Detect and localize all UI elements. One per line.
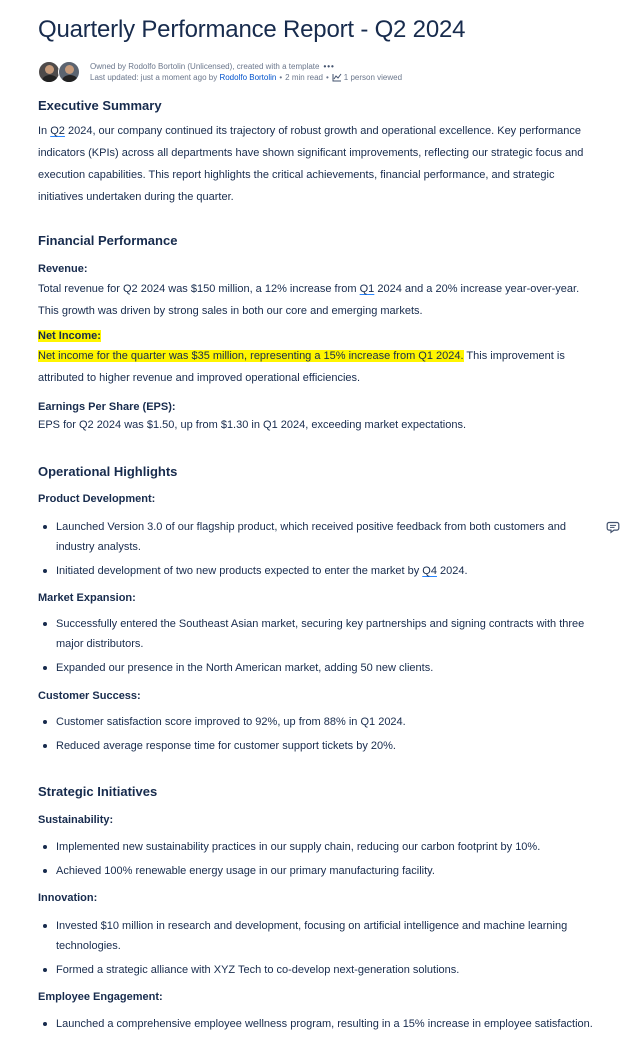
product-development-label: Product Development: xyxy=(38,493,156,505)
employee-engagement-list xyxy=(38,1014,598,1038)
market-expansion-list xyxy=(38,614,598,682)
strategic-initiatives-heading: Strategic Initiatives xyxy=(38,784,158,799)
list-item: Invested $10 million in research and development, focusing on artificial intelligence and machine learning technologies. xyxy=(38,916,598,956)
page-metadata: Owned by Rodolfo Bortolin (Unlicensed), created with a template ••• Last updated: just a moment ago by Rodolfo Bortolin • 2 min read • 1 person viewed xyxy=(90,62,403,82)
sustainability-list xyxy=(38,837,598,885)
eps-paragraph: EPS for Q2 2024 was $1.50, up from $1.30 in Q1 2024, exceeding market expectations. xyxy=(38,419,467,431)
customer-success-list xyxy=(38,712,598,760)
net-income-paragraph: Net income for the quarter was $35 million, representing a 15% increase from Q1 2024. This improvement is attributed to higher revenue and improved operational efficiencies. xyxy=(38,350,565,384)
innovation-list xyxy=(38,916,598,984)
highlighted-text[interactable]: Net income for the quarter was $35 million, representing a 15% increase from Q1 2024. xyxy=(38,350,464,362)
page-title: Quarterly Performance Report - Q2 2024 xyxy=(38,16,466,43)
product-development-list xyxy=(38,517,598,585)
market-expansion-label: Market Expansion: xyxy=(38,592,136,604)
executive-summary-heading: Executive Summary xyxy=(38,98,162,113)
avatar[interactable] xyxy=(38,61,60,83)
sustainability-label: Sustainability: xyxy=(38,814,114,826)
comment-icon[interactable] xyxy=(606,520,620,539)
employee-engagement-label: Employee Engagement: xyxy=(38,991,163,1003)
list-item: Formed a strategic alliance with XYZ Tech to co-develop next-generation solutions. xyxy=(38,960,598,980)
more-actions-button[interactable]: ••• xyxy=(323,62,335,71)
list-item: Reduced average response time for customer support tickets by 20%. xyxy=(38,736,598,756)
net-income-label: Net Income: xyxy=(38,330,101,342)
list-item: Successfully entered the Southeast Asian market, securing key partnerships and signing contracts with three major distributors. xyxy=(38,614,598,654)
chart-line-icon xyxy=(332,73,342,82)
inline-comment-link[interactable]: Q2 xyxy=(50,125,65,137)
list-item: Launched Version 3.0 of our flagship product, which received positive feedback from both customers and industry analysts. xyxy=(38,517,598,557)
read-time: 2 min read xyxy=(285,73,323,82)
revenue-label: Revenue: xyxy=(38,263,88,275)
views-count: 1 person viewed xyxy=(343,73,403,82)
list-item: Launched a comprehensive employee wellness program, resulting in a 15% increase in employee satisfaction. xyxy=(38,1014,598,1034)
operational-highlights-heading: Operational Highlights xyxy=(38,464,178,479)
list-item: Implemented new sustainability practices in our supply chain, reducing our carbon footprint by 10%. xyxy=(38,837,598,857)
revenue-paragraph: Total revenue for Q2 2024 was $150 million, a 12% increase from Q1 2024 and a 20% increase year-over-year. This growth was driven by strong sales in both our core and emerging markets. xyxy=(38,283,580,317)
avatar-group[interactable] xyxy=(38,61,86,83)
customer-success-label: Customer Success: xyxy=(38,690,141,702)
eps-label: Earnings Per Share (EPS): xyxy=(38,401,176,413)
executive-summary-paragraph: In Q2 2024, our company continued its trajectory of robust growth and operational excellence. Key performance indicators (KPIs) across all departments have shown significant improvements, reflecting our strategic focus and execution capabilities. This report highlights the critical achievements, financial performance, and strategic initiatives undertaken during the quarter. xyxy=(38,125,584,203)
byline xyxy=(38,58,402,86)
updated-by-link[interactable]: Rodolfo Bortolin xyxy=(219,73,277,82)
list-item: Customer satisfaction score improved to 92%, up from 88% in Q1 2024. xyxy=(38,712,598,732)
innovation-label: Innovation: xyxy=(38,892,98,904)
inline-comment-link[interactable]: Q4 xyxy=(422,565,437,577)
last-updated-text: Last updated: just a moment ago by xyxy=(90,73,218,82)
list-item: Expanded our presence in the North American market, adding 50 new clients. xyxy=(38,658,598,678)
list-item: Initiated development of two new products expected to enter the market by Q4 2024. xyxy=(38,561,598,581)
owner-text: Owned by Rodolfo Bortolin (Unlicensed), created with a template xyxy=(90,62,320,71)
views-button[interactable] xyxy=(332,73,402,82)
list-item: Achieved 100% renewable energy usage in our primary manufacturing facility. xyxy=(38,861,598,881)
inline-comment-link[interactable]: Q1 xyxy=(359,283,375,295)
financial-performance-heading: Financial Performance xyxy=(38,233,178,248)
avatar[interactable] xyxy=(58,61,80,83)
